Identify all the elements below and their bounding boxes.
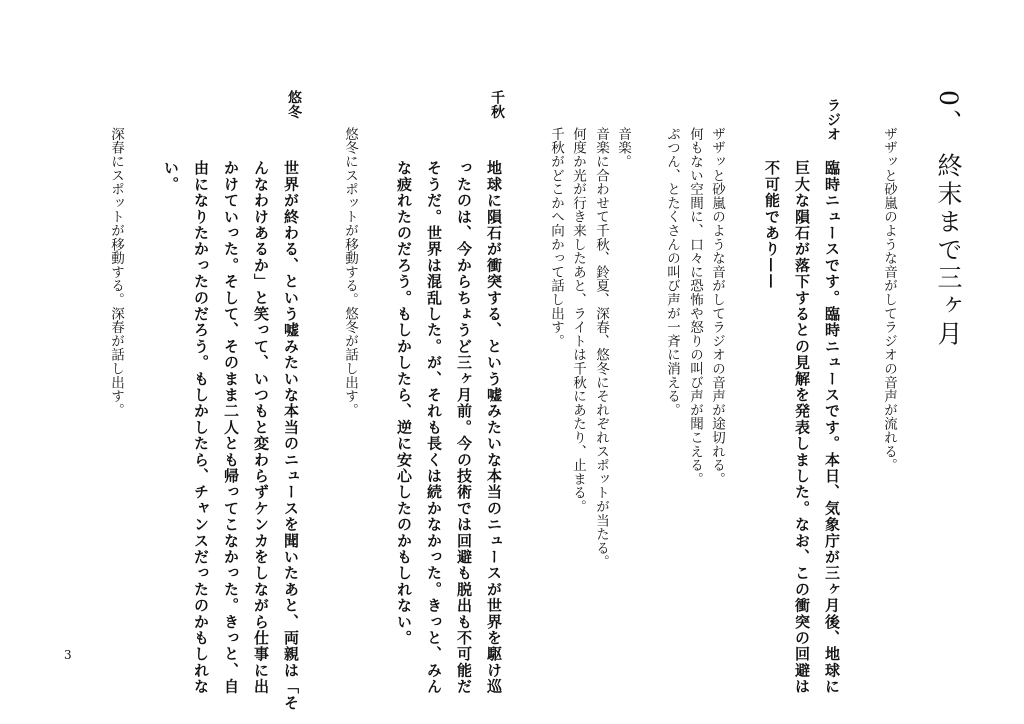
dialogue-line: な疲れたのだろう。もしかしたら、逆に安心したのかもしれない。 (395, 160, 413, 646)
speaker-name: 千秋 (489, 90, 505, 120)
stage-direction: ザザッと砂嵐のような音がしてラジオの音声が途切れる。 (709, 127, 725, 486)
speaker-name: ラジオ (825, 98, 841, 142)
dialogue-line: 巨大な隕石が落下するとの見解を発表しました。なお、この衝突の回避は (793, 160, 811, 695)
dialogue-line: 由になりたかったのだろう。もしかしたら、チャンスだったのかもしれな (192, 160, 210, 695)
stage-direction: 千秋がどこかへ向かって話し出す。 (548, 127, 564, 348)
stage-direction: 何もない空間に、口々に恐怖や怒りの叫び声が聞こえる。 (687, 127, 703, 486)
page-number: 3 (64, 648, 72, 662)
speaker-name: 悠冬 (286, 90, 302, 120)
stage-direction: ぷつん、とたくさんの叫び声が一斉に消える。 (664, 127, 680, 417)
dialogue-line: い。 (162, 160, 180, 193)
dialogue-line: んなわけあるか」と笑って、いつもと変わらずケンカをしながら仕事に出 (252, 160, 270, 695)
dialogue-line: ったのは、今からちょうど三ヶ月前。今の技術では回避も脱出も不可能だ (455, 160, 473, 695)
dialogue-line: 不可能であり—— (763, 160, 781, 290)
dialogue-line: 地球に隕石が衝突する、という嘘みたいな本当のニュースが世界を駆け巡 (485, 160, 503, 695)
dialogue-line: 臨時ニュースです。臨時ニュースです。本日、気象庁が三ヶ月後、地球に (823, 160, 841, 695)
dialogue-line: かけていった。そして、そのまま二人とも帰ってこなかった。きっと、自 (222, 160, 240, 695)
stage-direction: 音楽。 (615, 127, 631, 169)
stage-direction: 悠冬にスポットが移動する。悠冬が話し出す。 (342, 127, 358, 417)
stage-direction: ザザッと砂嵐のような音がしてラジオの音声が流れる。 (881, 127, 897, 472)
dialogue-line: 世界が終わる、という嘘みたいな本当のニュースを聞いたあと、両親は「そ (282, 160, 300, 711)
stage-direction: 何度か光が行き来したあと、ライトは千秋にあたり、止まる。 (570, 127, 586, 514)
stage-direction: 深春にスポットが移動する。深春が話し出す。 (108, 127, 124, 417)
scene-title: 0、 終末まで三ヶ月 (934, 90, 963, 349)
stage-direction: 音楽に合わせて千秋、鈴夏、深春、悠冬にそれぞれスポットが当たる。 (593, 127, 609, 569)
dialogue-line: そうだ。世界は混乱した。が、それも長くは続かなかった。きっと、みん (425, 160, 443, 695)
